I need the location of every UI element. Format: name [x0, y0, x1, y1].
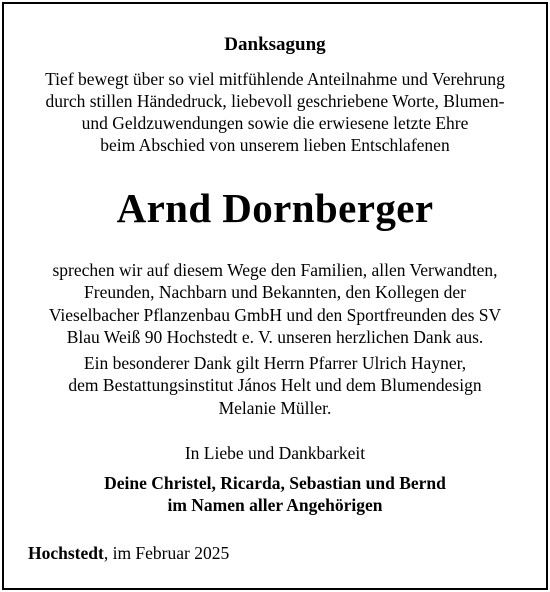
intro-line: und Geldzuwendungen sowie die erwiesene letzte Ehre — [81, 113, 469, 133]
thanks-line: Freunden, Nachbarn und Bekannten, den Kollegen der — [84, 282, 466, 303]
signature — [0, 472, 550, 516]
special-thanks-line: Ein besonderer Dank gilt Herrn Pfarrer Ulrich Hayner, — [83, 353, 467, 373]
intro-line: Tief bewegt über so viel mitfühlende Anteilnahme und Verehrung — [45, 69, 505, 89]
thanks-line: Blau Weiß 90 Hochstedt e. V. unseren herzlichen Dank aus. — [66, 326, 484, 347]
thanks-line: sprechen wir auf diesem Wege den Familien, allen Verwandten, — [52, 260, 498, 280]
date: , im Februar 2025 — [103, 543, 230, 563]
special-thanks-line: Melanie Müller. — [218, 397, 332, 418]
place: Hochstedt — [28, 543, 104, 563]
special-thanks-paragraph — [0, 352, 550, 419]
thanks-line: Vieselbacher Pflanzenbau GmbH und den Sportfreunden des SV — [48, 304, 502, 325]
place-date — [28, 542, 229, 564]
closing-phrase: In Liebe und Dankbarkeit — [184, 443, 366, 463]
intro-paragraph — [0, 68, 550, 156]
notice-title: Danksagung — [224, 34, 326, 55]
deceased-name: Arnd Dornberger — [116, 185, 434, 231]
intro-line: durch stillen Händedruck, liebevoll geschriebene Worte, Blumen- — [45, 91, 505, 111]
intro-line: beim Abschied von unserem lieben Entschlafenen — [100, 135, 450, 155]
thanks-paragraph — [0, 259, 550, 348]
signature-line: im Namen aller Angehörigen — [167, 495, 383, 515]
signature-line: Deine Christel, Ricarda, Sebastian und Bernd — [104, 473, 446, 493]
special-thanks-line: dem Bestattungsinstitut János Helt und dem Blumendesign — [68, 375, 482, 396]
